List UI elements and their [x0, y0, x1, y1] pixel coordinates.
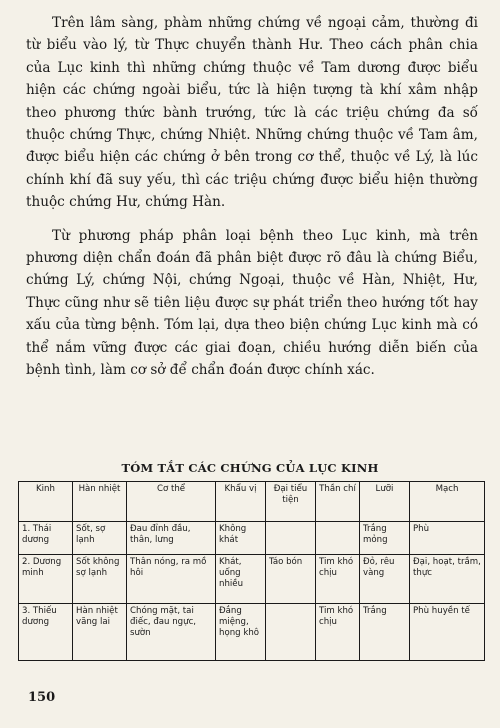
table-cell: Đại, hoạt, trầm, thực	[410, 555, 485, 604]
header-cell: Thần chí	[316, 482, 360, 522]
table-cell: Thân nóng, ra mồ hôi	[127, 555, 216, 604]
table-cell: 2. Dương minh	[19, 555, 73, 604]
table-header-row	[19, 482, 485, 522]
luc-kinh-summary-table	[18, 481, 485, 661]
table-cell: 3. Thiếu dương	[19, 604, 73, 661]
header-cell: Đại tiểu tiện	[266, 482, 316, 522]
table-cell: Đỏ, rêu vàng	[360, 555, 410, 604]
table-cell: Đắng miệng, họng khô	[216, 604, 266, 661]
table-cell	[316, 522, 360, 555]
paragraph-1: Trên lâm sàng, phàm những chứng về ngoại cảm, thường đi từ biểu vào lý, từ Thực chuyển thành Hư. Theo cách phân chia của Lục kinh thì những chứng thuộc về Tam dương được biểu hiện các chứng ngoài biểu, tức là hiện tượng tà khí xâm nhập theo phương thức bành trướng, tức là các triệu chứng đa số thuộc chứng Thực, chứng Nhiệt. Những chứng thuộc về Tam âm, được biểu hiện các chứng ở bên trong cơ thể, thuộc về Lý, là lúc chính khí đã suy yếu, thì các triệu chứng được biểu hiện thường thuộc chứng Hư, chứng Hàn.	[26, 15, 478, 211]
table-cell: Tim khó chịu	[316, 555, 360, 604]
page-number: 150	[28, 690, 56, 705]
table-title: TÓM TẮT CÁC CHỨNG CỦA LỤC KINH	[121, 461, 379, 475]
table-row	[19, 604, 485, 661]
table-cell: Hàn nhiệt vãng lai	[73, 604, 127, 661]
table-row	[19, 555, 485, 604]
table-cell: 1. Thái dương	[19, 522, 73, 555]
table-cell: Chóng mặt, tai điếc, đau ngực, sườn	[127, 604, 216, 661]
table-cell: Không khát	[216, 522, 266, 555]
table-cell: Trắng	[360, 604, 410, 661]
table-cell: Sốt không sợ lạnh	[73, 555, 127, 604]
table-cell: Táo bón	[266, 555, 316, 604]
table-cell: Phù huyền tế	[410, 604, 485, 661]
header-cell: Cơ thể	[127, 482, 216, 522]
header-cell: Lưỡi	[360, 482, 410, 522]
table-cell: Tim khó chịu	[316, 604, 360, 661]
table-cell: Đau đỉnh đầu, thân, lưng	[127, 522, 216, 555]
table-cell: Sốt, sợ lạnh	[73, 522, 127, 555]
table-cell: Khát, uống nhiều	[216, 555, 266, 604]
header-cell: Kinh	[19, 482, 73, 522]
table-row	[19, 522, 485, 555]
table-cell: Phù	[410, 522, 485, 555]
header-cell: Mạch	[410, 482, 485, 522]
paragraph-2: Từ phương pháp phân loại bệnh theo Lục kinh, mà trên phương diện chẩn đoán đã phân biệt được rõ đâu là chứng Biểu, chứng Lý, chứng Nội, chứng Ngoại, thuộc về Hàn, Nhiệt, Hư, Thực cũng như sẽ tiên liệu được sự phát triển theo hướng tốt hay xấu của từng bệnh. Tóm lại, dựa theo biện chứng Lục kinh mà có thể nắm vững được các giai đoạn, chiều hướng diễn biến của bệnh tình, làm cơ sở để chẩn đoán được chính xác.	[26, 227, 478, 379]
header-cell: Hàn nhiệt	[73, 482, 127, 522]
table-cell	[266, 604, 316, 661]
header-cell: Khẩu vị	[216, 482, 266, 522]
body-text	[26, 12, 478, 393]
table-cell: Trắng mỏng	[360, 522, 410, 555]
table-cell	[266, 522, 316, 555]
